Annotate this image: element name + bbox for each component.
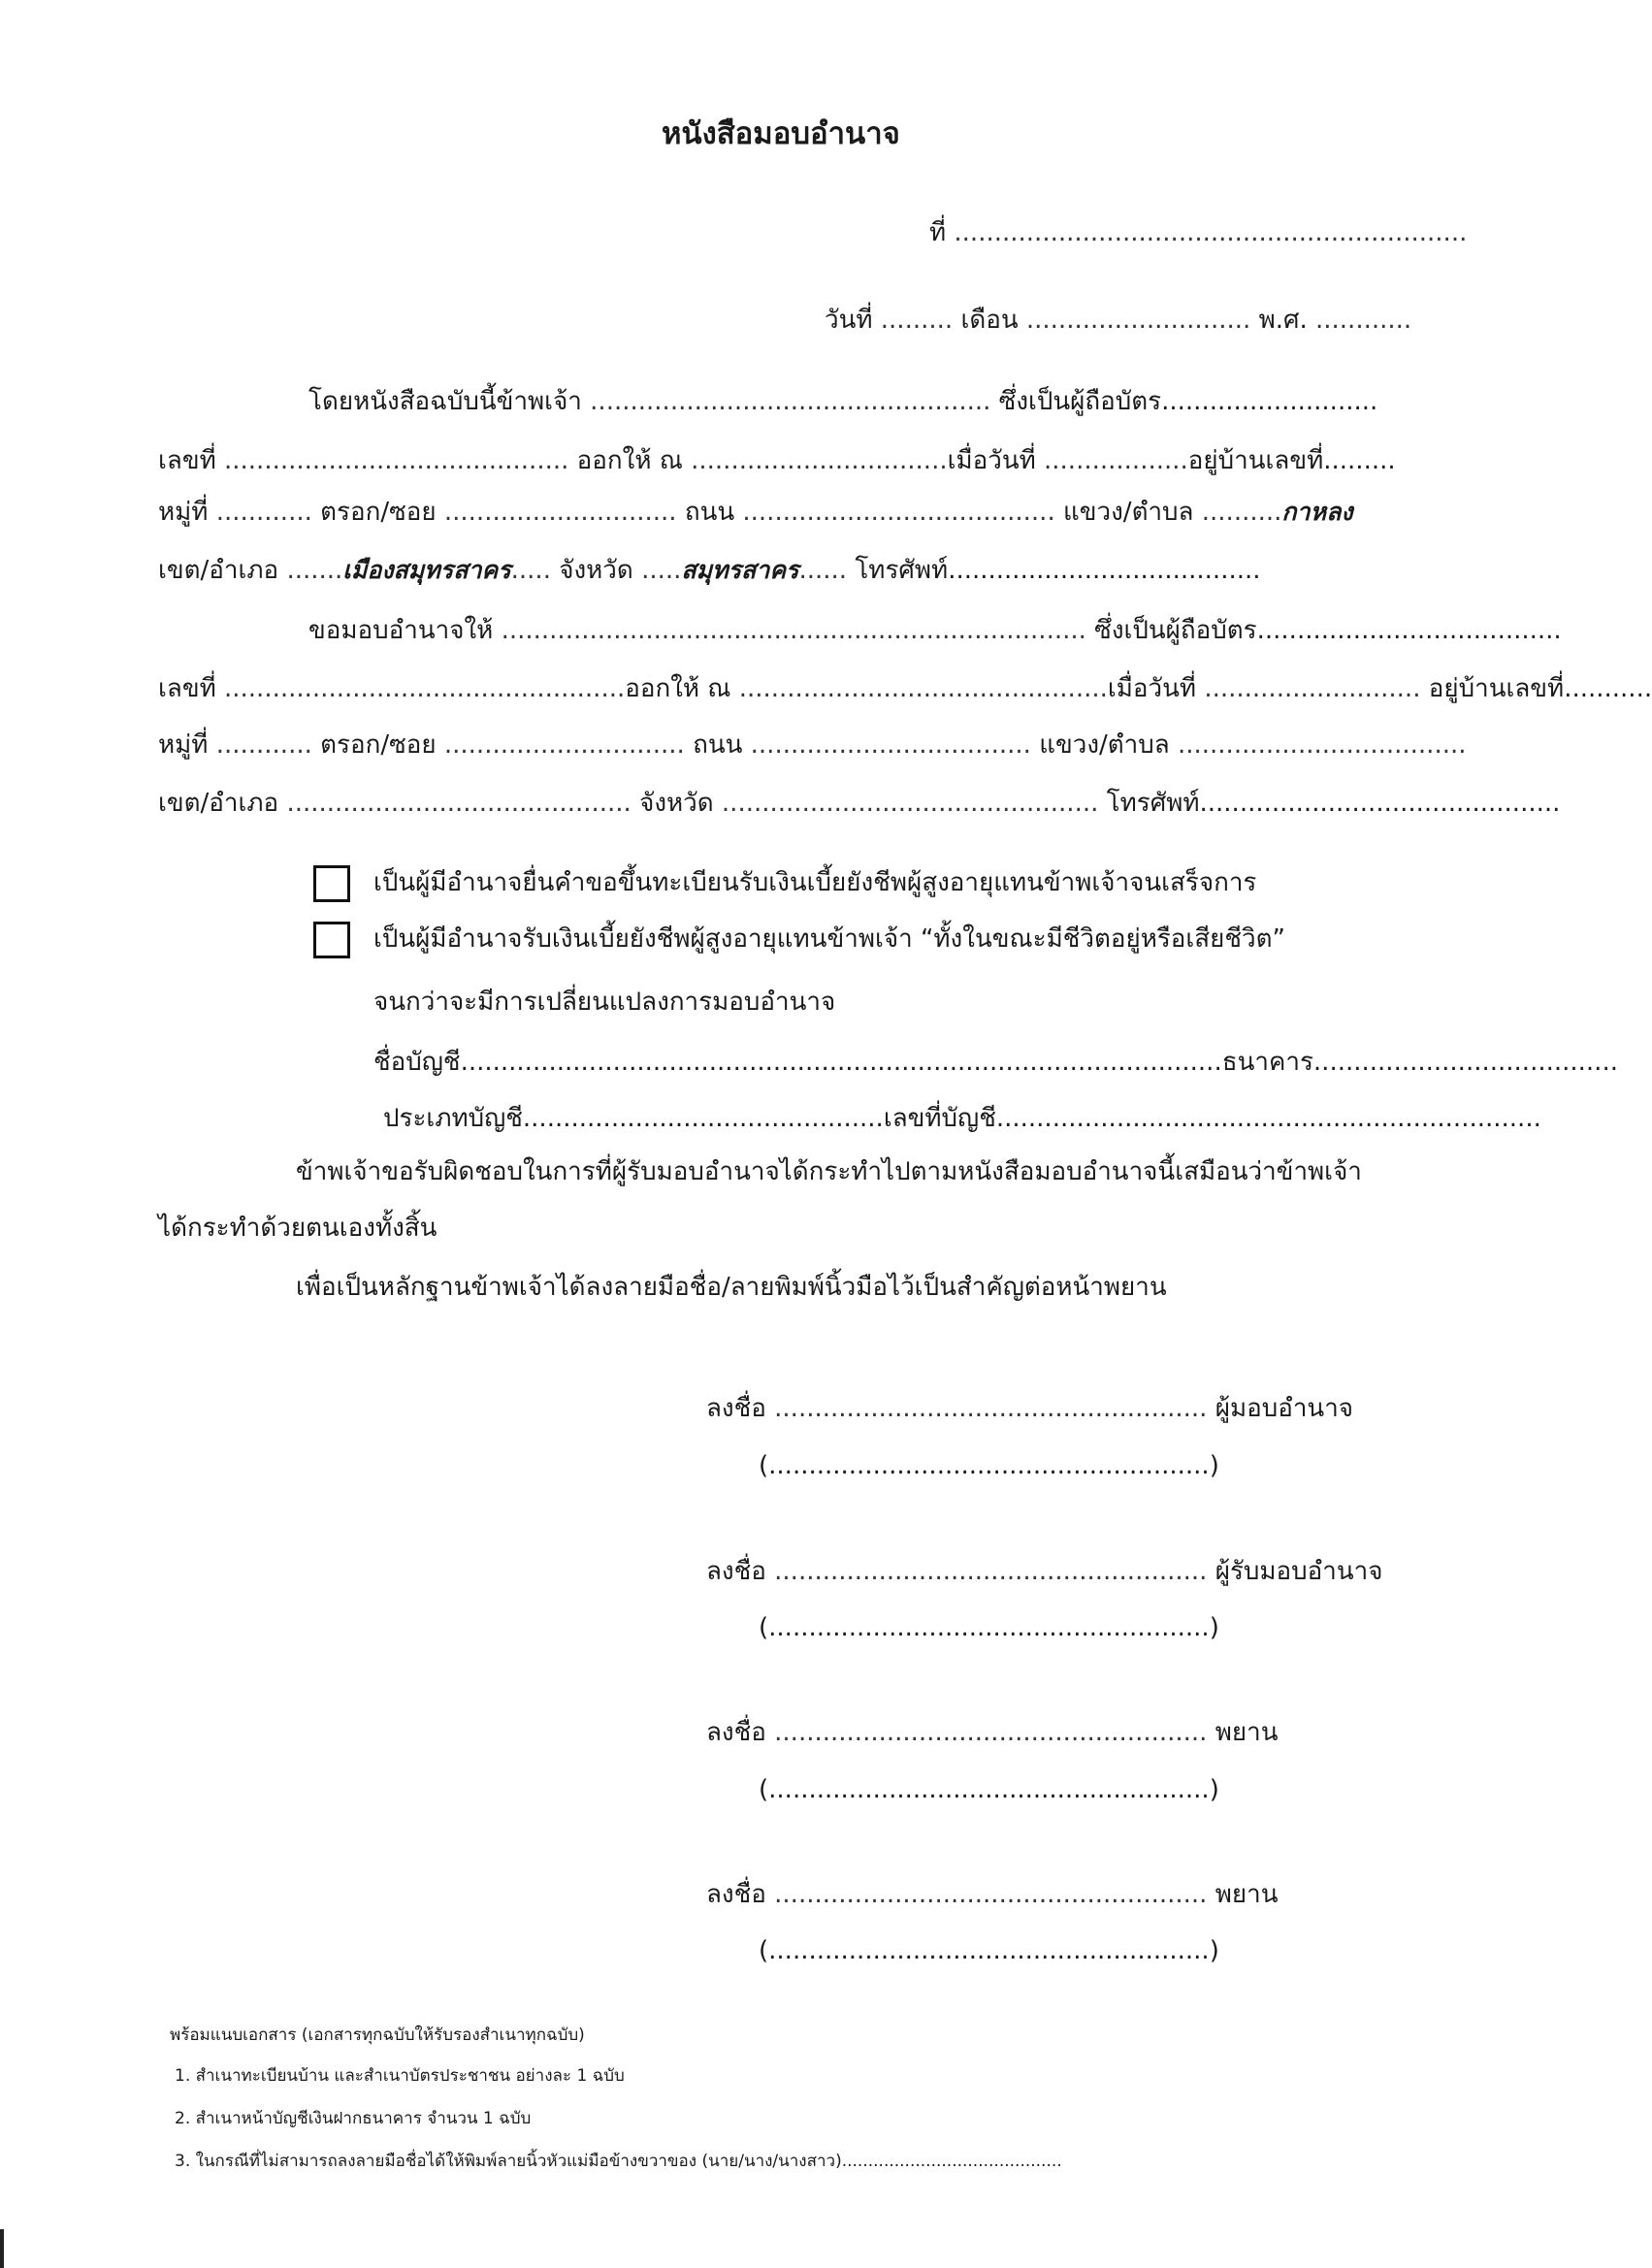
month-field[interactable]: ............................ xyxy=(1025,306,1251,335)
signature-1-role: ผู้มอบอำนาจ xyxy=(1215,1394,1354,1423)
grantee-issued-date-label: เมื่อวันที่ xyxy=(1107,674,1197,703)
signature-4-name-field[interactable]: (.......................................................) xyxy=(759,1936,1219,1965)
grantor-district-dots: ....... xyxy=(286,556,343,585)
grantee-id-line xyxy=(158,669,1652,708)
grantor-road-field[interactable]: ....................................... xyxy=(742,498,1055,527)
grantee-address-line xyxy=(158,726,1467,764)
grantor-number-label: เลขที่ xyxy=(158,446,216,475)
grantor-issued-at-label: ออกให้ ณ xyxy=(576,446,683,475)
grantee-district-line xyxy=(158,784,1560,823)
grantor-soi-label: ตรอก/ซอย xyxy=(320,498,437,527)
grantee-house-label[interactable]: อยู่บ้านเลขที่........... xyxy=(1428,674,1652,703)
grantee-road-field[interactable]: ................................... xyxy=(750,730,1031,760)
attachment-item-2: 2. สำเนาหน้าบัญชีเงินฝากธนาคาร จำนวน 1 ฉบับ xyxy=(175,2109,532,2128)
month-label: เดือน xyxy=(960,306,1019,335)
signature-2-line xyxy=(706,1552,1383,1591)
account-type-field[interactable]: ประเภทบัญชี............................................. xyxy=(383,1104,884,1133)
signature-3-name-field[interactable]: (.......................................................) xyxy=(759,1775,1219,1804)
grantor-province-dots: ..... xyxy=(641,556,682,585)
grantor-district-label: เขต/อำเภอ xyxy=(158,556,279,585)
document-title: หนังสือมอบอำนาจ xyxy=(662,116,900,151)
option-2-label: เป็นผู้มีอำนาจรับเงินเบี้ยยังชีพผู้สูงอายุแทนข้าพเจ้า “ทั้งในขณะมีชีวิตอยู่หรือเสียชีวิต” xyxy=(373,924,1285,954)
grantor-subdistrict-dots: .......... xyxy=(1201,498,1282,527)
signature-2-field[interactable]: ...................................................... xyxy=(774,1557,1208,1586)
doc-number-line xyxy=(929,213,1467,252)
grantee-intro-label: ขอมอบอำนาจให้ xyxy=(308,616,494,645)
grantee-province-field[interactable]: ............................................... xyxy=(721,789,1099,818)
option-2-checkbox[interactable] xyxy=(313,922,350,958)
grantee-intro-line xyxy=(308,611,1562,650)
scan-edge-mark xyxy=(0,2229,4,2268)
signature-3-role: พยาน xyxy=(1215,1718,1279,1747)
grantor-issued-date-field[interactable]: .................. xyxy=(1044,446,1188,475)
grantor-intro-label: โดยหนังสือฉบับนี้ข้าพเจ้า xyxy=(308,387,582,416)
option-2-continued: จนกว่าจะมีการเปลี่ยนแปลงการมอบอำนาจ xyxy=(373,988,836,1017)
signature-4-role: พยาน xyxy=(1215,1880,1279,1909)
signature-1-line xyxy=(706,1389,1353,1428)
grantor-subdistrict-label: แขวง/ตำบล xyxy=(1062,498,1194,527)
responsibility-line-2: ได้กระทำด้วยตนเองทั้งสิ้น xyxy=(158,1214,437,1243)
grantee-province-label: จังหวัด xyxy=(639,789,714,818)
grantor-number-field[interactable]: ........................................... xyxy=(224,446,569,475)
bank-field[interactable]: ธนาคาร...................................... xyxy=(1221,1048,1618,1077)
grantor-issued-at-field[interactable]: ................................ xyxy=(691,446,948,475)
signature-2-label: ลงชื่อ xyxy=(706,1557,766,1586)
grantor-card-label[interactable]: ซึ่งเป็นผู้ถือบัตร........................... xyxy=(998,387,1378,416)
grantee-name-field[interactable]: ......................................................................... xyxy=(501,616,1086,645)
grantee-road-label: ถนน xyxy=(693,730,743,760)
grantor-district-value[interactable]: เมืองสมุทรสาคร xyxy=(342,556,511,584)
grantee-number-field[interactable]: .................................................. xyxy=(224,674,626,703)
grantee-issued-at-field[interactable]: .............................................. xyxy=(738,674,1108,703)
grantor-road-label: ถนน xyxy=(684,498,735,527)
account-name-field[interactable]: ชื่อบัญชี............................................................................................... xyxy=(373,1048,1222,1077)
signature-1-label: ลงชื่อ xyxy=(706,1394,766,1423)
grantor-subdistrict-value[interactable]: กาหลง xyxy=(1281,498,1353,526)
grantee-issued-at-label: ออกให้ ณ xyxy=(625,674,731,703)
signature-1-field[interactable]: ...................................................... xyxy=(774,1394,1208,1423)
day-field[interactable]: ......... xyxy=(880,306,954,335)
attachment-item-1: 1. สำเนาทะเบียนบ้าน และสำเนาบัตรประชาชน อย่างละ 1 ฉบับ xyxy=(175,2066,625,2086)
signature-4-field[interactable]: ...................................................... xyxy=(774,1880,1208,1909)
grantee-moo-field[interactable]: ............ xyxy=(215,730,312,760)
grantee-moo-label: หมู่ที่ xyxy=(158,730,209,760)
grantee-district-field[interactable]: ........................................... xyxy=(286,789,632,818)
grantor-address-line xyxy=(158,493,1353,532)
grantor-province-value[interactable]: สมุทรสาคร xyxy=(681,556,799,584)
grantee-number-label: เลขที่ xyxy=(158,674,216,703)
grantor-name-field[interactable]: .................................................. xyxy=(590,387,991,416)
signature-3-line xyxy=(706,1713,1278,1752)
grantee-subdistrict-label: แขวง/ตำบล xyxy=(1039,730,1170,760)
signature-3-field[interactable]: ...................................................... xyxy=(774,1718,1208,1747)
signature-2-role: ผู้รับมอบอำนาจ xyxy=(1215,1557,1383,1586)
attachments-header: พร้อมแนบเอกสาร (เอกสารทุกฉบับให้รับรองสำเนาทุกฉบับ) xyxy=(170,2025,585,2045)
grantor-house-label[interactable]: อยู่บ้านเลขที่......... xyxy=(1187,446,1396,475)
grantee-phone-label[interactable]: โทรศัพท์............................................. xyxy=(1106,789,1561,818)
grantee-soi-label: ตรอก/ซอย xyxy=(320,730,437,760)
signature-2-name-field[interactable]: (.......................................................) xyxy=(759,1613,1219,1642)
doc-number-field[interactable]: ................................................................ xyxy=(954,218,1468,247)
option-1-checkbox[interactable] xyxy=(313,865,350,902)
grantor-issued-date-label: เมื่อวันที่ xyxy=(947,446,1036,475)
grantor-district-dots-after: ..... xyxy=(510,556,551,585)
grantor-id-line xyxy=(158,441,1396,480)
doc-number-label: ที่ xyxy=(929,218,947,247)
grantee-subdistrict-field[interactable]: .................................... xyxy=(1177,730,1467,760)
evidence-line: เพื่อเป็นหลักฐานข้าพเจ้าได้ลงลายมือชื่อ/ลายพิมพ์นิ้วมือไว้เป็นสำคัญต่อหน้าพยาน xyxy=(296,1273,1167,1302)
account-number-field[interactable]: เลขที่บัญชี.................................................................... xyxy=(883,1104,1541,1133)
signature-3-label: ลงชื่อ xyxy=(706,1718,766,1747)
grantor-soi-field[interactable]: ............................. xyxy=(443,498,677,527)
date-line xyxy=(825,301,1411,340)
signature-1-name-field[interactable]: (.......................................................) xyxy=(759,1451,1219,1480)
signature-4-label: ลงชื่อ xyxy=(706,1880,766,1909)
grantee-soi-field[interactable]: .............................. xyxy=(443,730,685,760)
attachment-item-3: 3. ในกรณีที่ไม่สามารถลงลายมือชื่อได้ให้พิมพ์ลายนิ้วหัวแม่มือข้างขวาของ (นาย/นาง/นางสาว).......................................... xyxy=(175,2152,1062,2171)
grantee-card-label[interactable]: ซึ่งเป็นผู้ถือบัตร...................................... xyxy=(1094,616,1562,645)
day-label: วันที่ xyxy=(825,306,873,335)
signature-4-line xyxy=(706,1875,1278,1914)
year-label: พ.ศ. xyxy=(1258,306,1308,335)
option-1-label: เป็นผู้มีอำนาจยื่นคำขอขึ้นทะเบียนรับเงินเบี้ยยังชีพผู้สูงอายุแทนข้าพเจ้าจนเสร็จการ xyxy=(373,868,1257,897)
grantor-province-dots-after: ...... xyxy=(798,556,848,585)
grantor-moo-field[interactable]: ............ xyxy=(215,498,312,527)
account-type-line xyxy=(383,1099,1541,1138)
grantor-intro-line xyxy=(308,382,1377,421)
grantee-issued-date-field[interactable]: ........................... xyxy=(1204,674,1421,703)
grantor-district-line xyxy=(158,551,1261,590)
responsibility-line-1: ข้าพเจ้าขอรับผิดชอบในการที่ผู้รับมอบอำนาจได้กระทำไปตามหนังสือมอบอำนาจนี้เสมือนว่าข้าพเจ้า xyxy=(296,1157,1362,1186)
grantee-district-label: เขต/อำเภอ xyxy=(158,789,279,818)
year-field[interactable]: ............ xyxy=(1315,306,1412,335)
grantor-province-label: จังหวัด xyxy=(559,556,633,585)
grantor-phone-label[interactable]: โทรศัพท์....................................... xyxy=(855,556,1261,585)
account-name-line xyxy=(373,1043,1618,1082)
grantor-moo-label: หมู่ที่ xyxy=(158,498,209,527)
